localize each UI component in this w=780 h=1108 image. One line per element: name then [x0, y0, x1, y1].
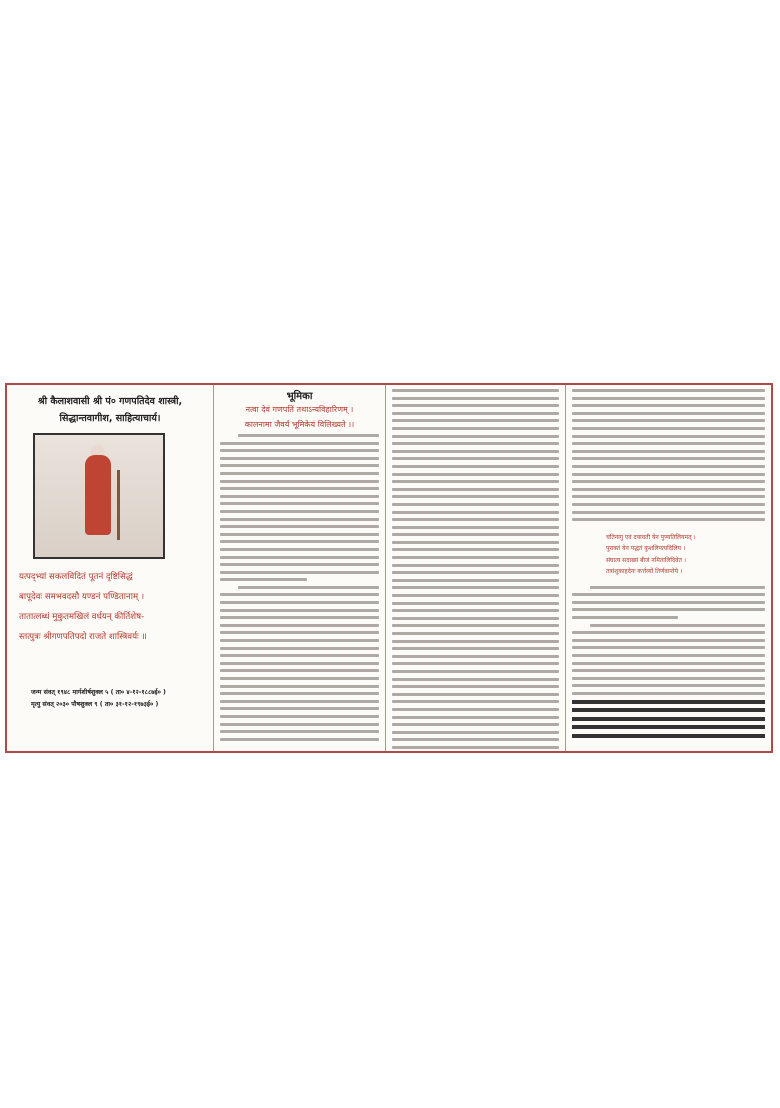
text-line: [220, 601, 379, 604]
preface-verse: [214, 402, 385, 432]
text-line: [572, 700, 765, 704]
text-line: [572, 488, 765, 491]
text-line: [572, 725, 765, 729]
text-line: [572, 495, 765, 498]
text-line: [572, 473, 765, 476]
text-line: [572, 465, 765, 468]
text-line: [572, 708, 765, 712]
preface-column: [214, 385, 386, 751]
text-line: [392, 738, 559, 741]
text-line: [392, 442, 559, 445]
text-line: [590, 624, 765, 627]
text-line: [572, 677, 765, 680]
text-line: [220, 464, 379, 467]
text-line: [572, 616, 678, 619]
text-line: [220, 631, 379, 634]
text-line: [220, 442, 379, 445]
text-line: [392, 746, 559, 749]
text-line: [392, 594, 559, 597]
text-line: [220, 571, 379, 574]
text-line: [572, 662, 765, 665]
text-line: [220, 707, 379, 710]
text-line: [392, 548, 559, 551]
text-line: [220, 556, 379, 559]
text-line: [220, 593, 379, 596]
birth-date: जन्म संवत् १९४८ मार्गशीर्षशुक्ल ५ ( ता० ४-१२-१८८७ई० ): [31, 689, 166, 696]
text-line: [220, 730, 379, 733]
text-line: [220, 480, 379, 483]
text-line: [392, 655, 559, 658]
text-line: [392, 693, 559, 696]
text-line: [392, 662, 559, 665]
verse-line: तातात्लब्धं मुकुतमखिलं वर्धयन् कीर्तिशेष-: [19, 612, 145, 622]
text-line: [392, 457, 559, 460]
text-line: [572, 593, 765, 596]
text-line: [392, 647, 559, 650]
text-line: [392, 632, 559, 635]
text-line: [392, 564, 559, 567]
text-line: [220, 738, 379, 741]
body-text: [386, 385, 565, 751]
text-line: [392, 723, 559, 726]
text-line: [220, 685, 379, 688]
text-line: [572, 457, 765, 460]
text-line: [572, 654, 765, 657]
text-line: [392, 670, 559, 673]
text-line: [392, 571, 559, 574]
text-line: [220, 692, 379, 695]
closing-body-text: [566, 584, 771, 745]
text-line: [572, 397, 765, 400]
title-line: सिद्धान्तवागीश, साहित्याचार्य।: [59, 413, 161, 424]
text-line: [572, 601, 765, 604]
author-name: [7, 393, 213, 427]
text-line: [392, 579, 559, 582]
text-line: [220, 518, 379, 521]
text-line: [572, 435, 765, 438]
text-line: [392, 495, 559, 498]
death-date: मृत्यु संवत् २०३० पौषशुक्ल ९ ( ता० ३१-१२-१९७३ई० ): [31, 701, 159, 708]
text-line: [392, 624, 559, 627]
text-line: [220, 548, 379, 551]
document-page: [5, 383, 773, 753]
text-line: [220, 540, 379, 543]
text-line: [392, 617, 559, 620]
text-line: [220, 723, 379, 726]
text-line: [572, 404, 765, 407]
text-line: [392, 427, 559, 430]
text-line: [572, 692, 765, 695]
text-line: [220, 624, 379, 627]
text-line: [220, 472, 379, 475]
body-column: [386, 385, 566, 751]
text-line: [392, 526, 559, 529]
dedication-verse: [19, 567, 205, 647]
text-line: [220, 715, 379, 718]
text-line: [392, 480, 559, 483]
text-line: [392, 533, 559, 536]
text-line: [392, 602, 559, 605]
preface-title: भूमिका: [286, 391, 313, 402]
verse-line: नत्वा देवं गणपतिं तथाऽन्यविहारिणम् ।: [245, 405, 354, 414]
text-line: [392, 556, 559, 559]
portrait-figure: [85, 455, 111, 535]
text-line: [392, 716, 559, 719]
verse-line: तत्रांशुकाहदेनः कर्त्तव्यों तिर्णवान्तेये ।: [606, 568, 683, 576]
text-line: [572, 646, 765, 649]
text-line: [572, 503, 765, 506]
verse-line: चतिनागु एवं दयावती येन पुण्यतिलियमत् ।: [606, 533, 696, 541]
dedication-column: [7, 385, 214, 751]
text-line: [392, 397, 559, 400]
text-line: [238, 434, 379, 437]
verse-line: पुराक्तं येन पद्धतं कुशलिपत्यदिलिय ।: [606, 545, 686, 553]
text-line: [572, 511, 765, 514]
text-line: [220, 563, 379, 566]
text-line: [392, 678, 559, 681]
text-line: [392, 488, 559, 491]
text-line: [392, 586, 559, 589]
preface-body-text: [214, 432, 385, 747]
text-line: [572, 450, 765, 453]
text-line: [220, 449, 379, 452]
text-line: [220, 669, 379, 672]
text-line: [572, 631, 765, 634]
verse-line: कालनामा जैवर्यं भूमिकेयं विलिख्यते ।।: [244, 420, 355, 429]
text-line: [238, 586, 379, 589]
text-line: [220, 662, 379, 665]
text-line: [220, 616, 379, 619]
text-line: [220, 487, 379, 490]
text-line: [392, 389, 559, 392]
text-line: [220, 525, 379, 528]
text-line: [392, 518, 559, 521]
text-line: [220, 609, 379, 612]
verse-line: बापूदेवः समभवदसौ यण्डनं पण्डितानाम् ।: [19, 592, 145, 602]
text-line: [220, 639, 379, 642]
text-line: [392, 450, 559, 453]
verse-line: स्तत्पुत्रः श्रीगणपतिपदो राजते शास्त्रिवर्यः ॥: [19, 632, 147, 642]
text-line: [572, 684, 765, 687]
text-line: [392, 511, 559, 514]
text-line: [220, 677, 379, 680]
verse-line: संघात्य सदाख्यं बीजं नमितालिदिवेत ।: [606, 556, 687, 564]
text-line: [392, 640, 559, 643]
text-line: [220, 502, 379, 505]
closing-column: [566, 385, 771, 751]
text-line: [392, 685, 559, 688]
closing-verse: [566, 532, 771, 578]
text-line: [572, 427, 765, 430]
text-line: [572, 734, 765, 738]
text-line: [572, 639, 765, 642]
text-line: [220, 510, 379, 513]
text-line: [220, 495, 379, 498]
text-line: [220, 647, 379, 650]
text-line: [220, 654, 379, 657]
text-line: [392, 435, 559, 438]
text-line: [392, 700, 559, 703]
text-line: [572, 389, 765, 392]
text-line: [572, 412, 765, 415]
portrait-photo: [33, 433, 165, 559]
text-line: [220, 533, 379, 536]
text-line: [220, 578, 307, 581]
name-line: श्री कैलाशवासी श्री पं० गणपतिदेव शास्त्री,: [37, 396, 183, 407]
text-line: [220, 700, 379, 703]
text-line: [392, 465, 559, 468]
text-line: [572, 608, 765, 611]
text-line: [392, 404, 559, 407]
text-line: [392, 503, 559, 506]
text-line: [572, 419, 765, 422]
text-line: [590, 586, 765, 589]
body-text: [566, 385, 771, 528]
text-line: [220, 457, 379, 460]
text-line: [572, 717, 765, 721]
text-line: [392, 731, 559, 734]
text-line: [392, 541, 559, 544]
verse-line: यत्पद्भ्यां सकलविदितं पूतनं दृष्टिसिद्धं: [19, 572, 133, 582]
text-line: [392, 419, 559, 422]
text-line: [392, 609, 559, 612]
text-line: [572, 480, 765, 483]
text-line: [392, 473, 559, 476]
text-line: [392, 708, 559, 711]
text-line: [572, 518, 765, 521]
life-dates: [31, 687, 166, 711]
text-line: [572, 669, 765, 672]
text-line: [392, 412, 559, 415]
walking-stick: [117, 470, 120, 540]
text-line: [572, 442, 765, 445]
